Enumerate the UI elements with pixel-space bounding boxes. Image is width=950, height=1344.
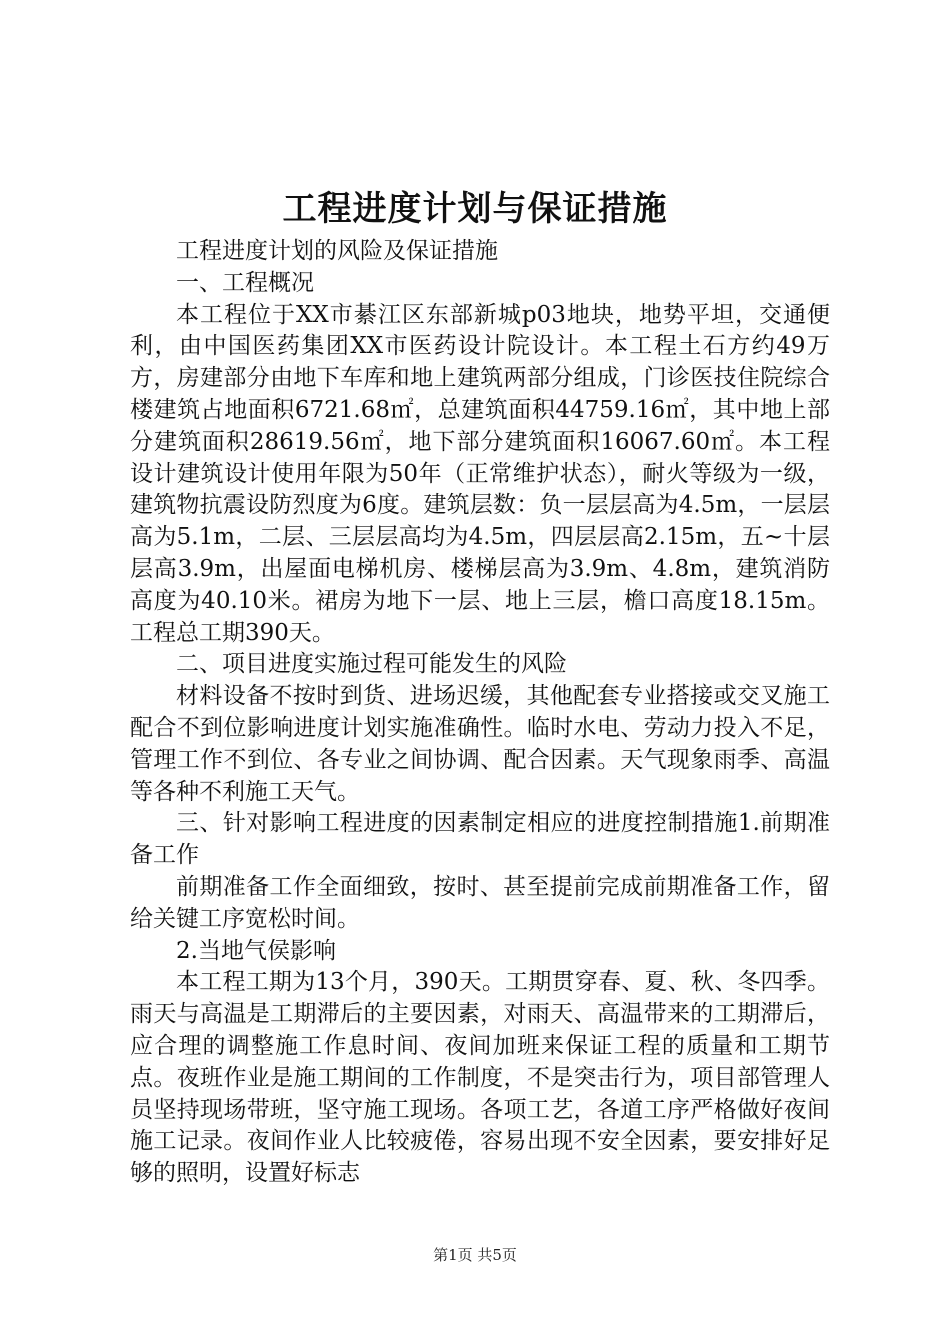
subheading-climate: 2.当地气侯影响	[176, 937, 336, 964]
document-body	[130, 236, 830, 1190]
paragraph-risks: 材料设备不按时到货、进场迟缓，其他配套专业搭接或交叉施工配合不到位影响进度计划实施准确性。临时水电、劳动力投入不足，管理工作不到位、各专业之间协调、配合因素。天气现象雨季、高温等各种不利施工天气。	[130, 683, 830, 805]
section-heading-measures: 三、针对影响工程进度的因素制定相应的进度控制措施1.前期准备工作	[130, 810, 830, 869]
paragraph-overview: 本工程位于XX市綦江区东部新城p03地块，地势平坦，交通便利，由中国医药集团XX市医药设计院设计。本工程土石方约49万方，房建部分由地下车库和地上建筑两部分组成，门诊医技住院综合楼建筑占地面积6721.68㎡，总建筑面积44759.16㎡，其中地上部分建筑面积28619.56㎡，地下部分建筑面积16067.60㎡。本工程设计建筑设计使用年限为50年（正常维护状态），耐火等级为一级，建筑物抗震设防烈度为6度。建筑层数：负一层层高为4.5m，一层层高为5.1m，二层、三层层高均为4.5m，四层层高2.15m，五~十层层高3.9m，出屋面电梯机房、楼梯层高为3.9m、4.8m，建筑消防高度为40.10米。裙房为地下一层、地上三层，檐口高度18.15m。工程总工期390天。	[130, 301, 830, 646]
paragraph-subtitle: 工程进度计划的风险及保证措施	[176, 238, 498, 264]
section-heading-overview: 一、工程概况	[176, 269, 314, 296]
paragraph-climate: 本工程工期为13个月，390天。工期贯穿春、夏、秋、冬四季。雨天与高温是工期滞后的主要因素，对雨天、高温带来的工期滞后，应合理的调整施工作息时间、夜间加班来保证工程的质量和工期节点。夜班作业是施工期间的工作制度，不是突击行为，项目部管理人员坚持现场带班，坚守施工现场。各项工艺，各道工序严格做好夜间施工记录。夜间作业人比较疲倦，容易出现不安全因素，要安排好足够的照明，设置好标志	[130, 969, 830, 1187]
paragraph-preparation: 前期准备工作全面细致，按时、甚至提前完成前期准备工作，留给关键工序宽松时间。	[130, 873, 830, 932]
section-heading-risks: 二、项目进度实施过程可能发生的风险	[176, 651, 567, 678]
document-title: 工程进度计划与保证措施	[282, 189, 668, 229]
page-footer: 第1页 共5页	[433, 1246, 517, 1264]
